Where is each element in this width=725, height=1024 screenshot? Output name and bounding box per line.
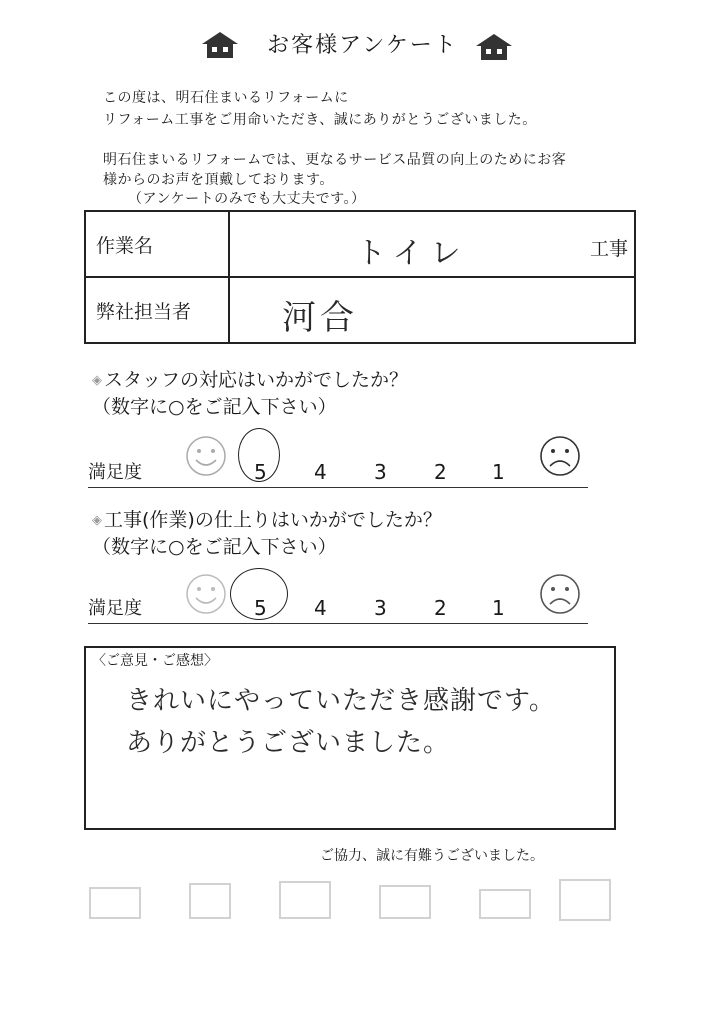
page-title: お客様アンケート [267, 33, 458, 58]
scale-4[interactable]: 4 [314, 460, 327, 484]
staff-value: 河合 [282, 298, 358, 338]
staff-label: 弊社担当者 [86, 278, 230, 342]
satisfaction-label: 満足度 [88, 598, 142, 619]
question-2 [92, 508, 442, 533]
intro-line: リフォーム工事をご用命いただき、誠にありがとうございました。 [103, 112, 537, 128]
footer-decoration [80, 870, 620, 930]
work-label: 作業名 [86, 212, 230, 276]
intro-note: （アンケートのみでも大丈夫です。） [128, 191, 366, 207]
frowning-face-icon [538, 572, 582, 616]
thanks-message: ご協力、誠に有難うございました。 [320, 848, 544, 864]
scale-1[interactable]: 1 [492, 460, 505, 484]
scale-5[interactable]: 5 [254, 596, 267, 620]
intro-line: 様からのお声を頂戴しております。 [103, 172, 334, 188]
house-icon [474, 32, 514, 62]
comment-line: ありがとうございました。 [126, 728, 451, 758]
question-1 [92, 368, 408, 393]
comment-line: きれいにやっていただき感謝です。 [126, 686, 556, 716]
diamond-bullet-icon: ◈ [92, 513, 102, 528]
smiley-face-icon [184, 434, 228, 478]
frowning-face-icon [538, 434, 582, 478]
rating-2 [88, 578, 588, 624]
diamond-bullet-icon: ◈ [92, 373, 102, 388]
scale-4[interactable]: 4 [314, 596, 327, 620]
intro-line: 明石住まいるリフォームでは、更なるサービス品質の向上のためにお客 [103, 152, 567, 168]
rating-baseline [88, 487, 588, 488]
info-table [84, 210, 636, 344]
question-1-instruction: （数字に○をご記入下さい） [92, 396, 337, 418]
satisfaction-label: 満足度 [88, 462, 142, 483]
comment-label: 〈ご意見・ご感想〉 [92, 653, 218, 669]
comment-box [84, 646, 616, 830]
rating-baseline [88, 623, 588, 624]
intro-line: この度は、明石住まいるリフォームに [103, 90, 349, 106]
scale-2[interactable]: 2 [434, 596, 447, 620]
work-row [86, 212, 634, 278]
work-value: トイレ [356, 236, 469, 271]
scale-2[interactable]: 2 [434, 460, 447, 484]
smiley-face-icon [184, 572, 228, 616]
scale-5[interactable]: 5 [254, 460, 267, 484]
rating-1 [88, 442, 588, 488]
scale-1[interactable]: 1 [492, 596, 505, 620]
scale-3[interactable]: 3 [374, 460, 387, 484]
staff-row [86, 278, 634, 342]
question-2-instruction: （数字に○をご記入下さい） [92, 536, 337, 558]
scale-3[interactable]: 3 [374, 596, 387, 620]
work-suffix: 工事 [589, 238, 628, 260]
question-1-text: スタッフの対応はいかがでしたか？ [104, 369, 409, 391]
question-2-text: 工事(作業)の仕上りはいかがでしたか？ [104, 509, 442, 531]
